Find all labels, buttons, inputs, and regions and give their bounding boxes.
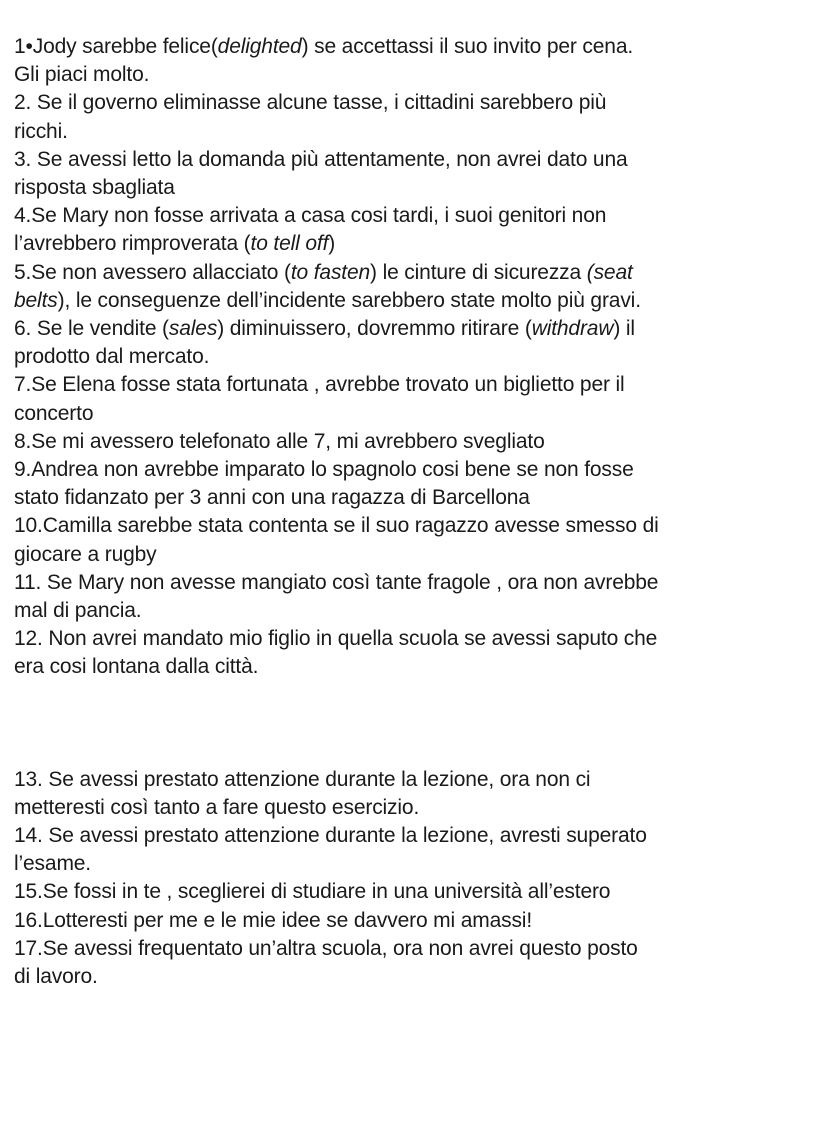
sentence-line xyxy=(14,935,809,963)
text-segment: di lavoro. xyxy=(14,965,98,989)
sentence-item xyxy=(14,625,809,681)
text-segment: 13. Se avessi prestato attenzione durante la lezione, ora non ci xyxy=(14,767,591,791)
text-segment: ) diminuissero, dovremmo ritirare ( xyxy=(217,317,532,341)
text-segment: 1 xyxy=(14,35,26,58)
sentence-item xyxy=(14,428,809,456)
text-segment: 14. Se avessi prestato attenzione durante la lezione, avresti superato xyxy=(14,824,647,848)
text-segment: 12. Non avrei mandato mio figlio in quella scuola se avessi saputo che xyxy=(14,627,658,651)
text-segment: ) le cinture di sicurezza xyxy=(370,260,587,284)
text-segment: prodotto dal mercato. xyxy=(14,345,210,369)
text-segment: ) xyxy=(328,232,336,256)
text-segment: 8.Se mi avessero telefonato alle 7, mi avrebbero svegliato xyxy=(14,429,545,453)
text-segment: mal di pancia. xyxy=(14,599,142,623)
sentence-item xyxy=(14,89,809,145)
sentence-item xyxy=(14,822,809,878)
sentence-item xyxy=(14,202,809,258)
text-segment: 5.Se non avessero allacciato ( xyxy=(14,260,291,284)
sentence-line xyxy=(14,794,809,822)
sentence-line xyxy=(14,343,809,371)
text-segment: giocare a rugby xyxy=(14,542,157,566)
sentence-list-part-1 xyxy=(14,33,809,682)
text-segment: 17.Se avessi frequentato un’altra scuola, ora non avrei questo posto xyxy=(14,936,638,960)
sentence-line xyxy=(14,653,809,681)
sentence-item xyxy=(14,512,809,568)
text-segment: • xyxy=(25,35,33,58)
sentence-item xyxy=(14,33,809,89)
text-segment: 10.Camilla sarebbe stata contenta se il suo ragazzo avesse smesso di xyxy=(14,514,659,538)
text-segment: risposta sbagliata xyxy=(14,176,175,200)
sentence-line xyxy=(14,512,809,540)
sentence-line xyxy=(14,569,809,597)
text-segment: metteresti così tanto a fare questo esercizio. xyxy=(14,795,420,819)
exercise-document xyxy=(14,33,809,991)
sentence-item xyxy=(14,146,809,202)
text-segment: 2. Se il governo eliminasse alcune tasse, i cittadini sarebbero più xyxy=(14,91,607,115)
sentence-line xyxy=(14,146,809,174)
text-segment: 3. Se avessi letto la domanda più attentamente, non avrei dato una xyxy=(14,147,628,171)
text-segment: 7.Se Elena fosse stata fortunata , avrebbe trovato un biglietto per il xyxy=(14,373,625,397)
text-segment: 6. Se le vendite ( xyxy=(14,317,169,341)
text-segment: 16.Lotteresti per me e le mie idee se davvero mi amassi! xyxy=(14,908,533,932)
text-segment: 4.Se Mary non fosse arrivata a casa cosi tardi, i suoi genitori non xyxy=(14,204,607,228)
sentence-item xyxy=(14,259,809,315)
sentence-line xyxy=(14,625,809,653)
sentence-item xyxy=(14,935,809,991)
sentence-item xyxy=(14,878,809,906)
text-segment: 15.Se fossi in te , sceglierei di studiare in una università all’estero xyxy=(14,880,611,904)
sentence-line xyxy=(14,597,809,625)
english-gloss: to tell off xyxy=(250,232,329,256)
sentence-line xyxy=(14,315,809,343)
sentence-line xyxy=(14,202,809,230)
sentence-item xyxy=(14,569,809,625)
english-gloss: (seat xyxy=(586,260,633,284)
sentence-line xyxy=(14,484,809,512)
sentence-line xyxy=(14,456,809,484)
sentence-list-part-2 xyxy=(14,766,809,992)
text-segment: ), le conseguenze dell’incidente sarebbero state molto più gravi. xyxy=(57,288,641,312)
english-gloss: delighted xyxy=(217,35,302,58)
text-segment: era cosi lontana dalla città. xyxy=(14,655,259,679)
text-segment: l’avrebbero rimproverata ( xyxy=(14,232,251,256)
text-segment: Jody sarebbe felice( xyxy=(32,35,218,58)
sentence-line xyxy=(14,428,809,456)
sentence-line xyxy=(14,33,809,61)
text-segment: concerto xyxy=(14,401,94,425)
sentence-line xyxy=(14,287,809,315)
sentence-line xyxy=(14,400,809,428)
sentence-line xyxy=(14,766,809,794)
sentence-line xyxy=(14,259,809,287)
sentence-item xyxy=(14,371,809,427)
sentence-line xyxy=(14,878,809,906)
text-segment: 11. Se Mary non avesse mangiato così tante fragole , ora non avrebbe xyxy=(14,570,659,594)
sentence-line xyxy=(14,230,809,258)
english-gloss: to fasten xyxy=(290,260,371,284)
sentence-line xyxy=(14,850,809,878)
text-segment: l’esame. xyxy=(14,852,91,876)
sentence-item xyxy=(14,315,809,371)
sentence-line xyxy=(14,174,809,202)
sentence-item xyxy=(14,766,809,822)
sentence-line xyxy=(14,118,809,146)
text-segment: Gli piaci molto. xyxy=(14,63,150,87)
sentence-line xyxy=(14,822,809,850)
sentence-line xyxy=(14,963,809,991)
sentence-item xyxy=(14,456,809,512)
section-gap xyxy=(14,682,809,766)
sentence-item xyxy=(14,907,809,935)
text-segment: ) se accettassi il suo invito per cena. xyxy=(301,35,634,58)
sentence-line xyxy=(14,371,809,399)
sentence-line xyxy=(14,541,809,569)
english-gloss: belts xyxy=(14,288,58,312)
sentence-line xyxy=(14,89,809,117)
text-segment: ricchi. xyxy=(14,119,68,143)
sentence-line xyxy=(14,907,809,935)
sentence-line xyxy=(14,61,809,89)
english-gloss: withdraw xyxy=(531,317,614,341)
english-gloss: sales xyxy=(168,317,218,341)
text-segment: ) il xyxy=(613,317,635,341)
text-segment: stato fidanzato per 3 anni con una ragazza di Barcellona xyxy=(14,486,530,510)
text-segment: 9.Andrea non avrebbe imparato lo spagnolo cosi bene se non fosse xyxy=(14,458,634,482)
